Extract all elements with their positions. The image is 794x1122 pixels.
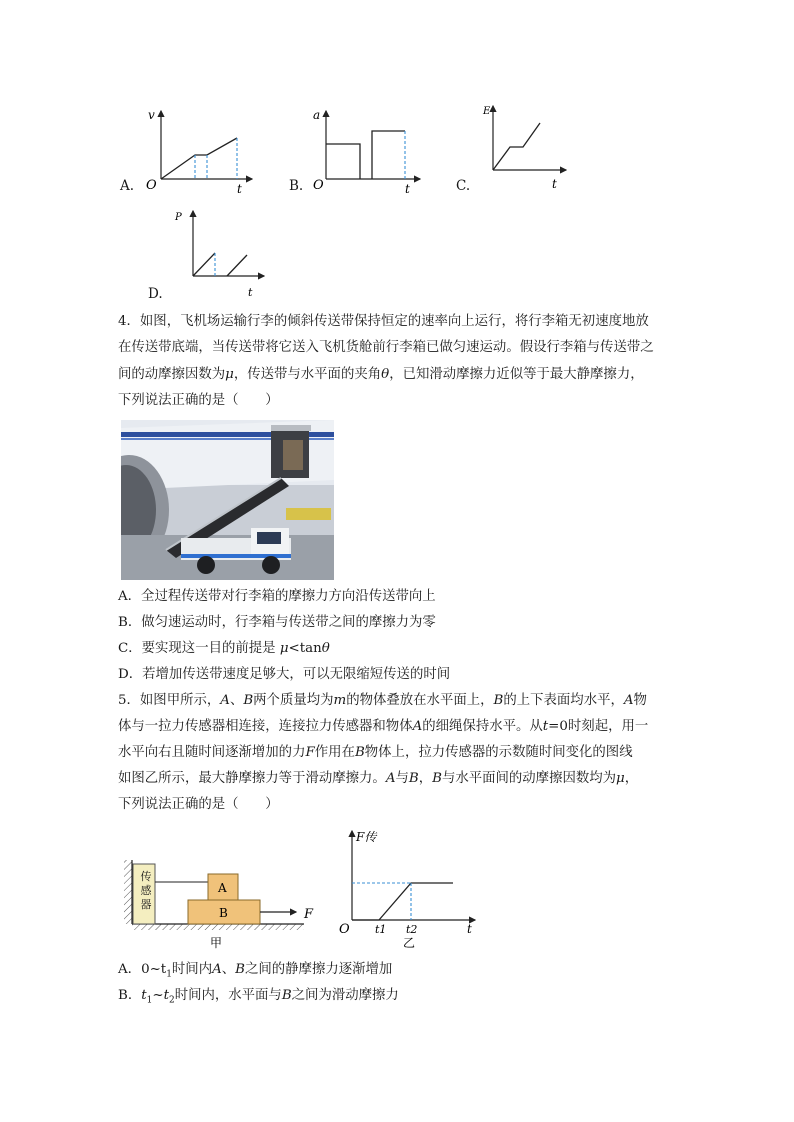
figure-jia-caption: 甲: [210, 936, 223, 950]
graph-a-origin: O: [146, 178, 157, 193]
baggage-conveyor-photo: [121, 420, 334, 580]
q4-line-2: 在传送带底端，当传送带将它送入飞机货舱前行李箱已做匀速运动。假设行李箱与传送带之: [118, 340, 654, 355]
sensor-label: 传感器: [140, 870, 152, 911]
graph-b-xlabel: t: [405, 182, 410, 195]
q5-option-b: B．$t_1\sim t_2$时间内，水平面与B之间为滑动摩擦力: [118, 988, 399, 1006]
graph-d-xlabel: t: [248, 286, 253, 299]
graph-d-ylabel: P: [175, 212, 182, 223]
graph-yi-xlabel: t: [467, 922, 472, 936]
figure-yi-graph: [335, 825, 485, 950]
figure-yi-caption: 乙: [403, 936, 416, 950]
option-b-label: B.: [289, 178, 304, 194]
graph-yi-t1: t1: [375, 923, 387, 936]
graph-yi-origin: O: [339, 922, 350, 937]
graph-d-power-time: [172, 205, 272, 300]
q5-line-1: 5．如图甲所示，A、B两个质量均为m的物体叠放在水平面上，B的上下表面均水平，A物: [118, 693, 647, 708]
q4-line-1: 4．如图，飞机场运输行李的倾斜传送带保持恒定的速率向上运行，将行李箱无初速度地放: [118, 314, 649, 329]
graph-yi-ylabel: F传: [356, 830, 377, 844]
graph-a-velocity-time: [140, 105, 260, 195]
q4-option-a: A．全过程传送带对行李箱的摩擦力方向沿传送带向上: [118, 589, 436, 604]
graph-c-ylabel: E: [483, 106, 491, 117]
graph-c-energy-time: [478, 100, 578, 195]
block-a-label: A: [218, 881, 227, 895]
q5-line-2: 体与一拉力传感器相连接，连接拉力传感器和物体A的细绳保持水平。从t=0时刻起，用一: [118, 719, 649, 734]
q4-option-b: B．做匀速运动时，行李箱与传送带之间的摩擦力为零: [118, 615, 436, 630]
graph-yi-t2: t2: [406, 923, 418, 936]
graph-b-origin: O: [313, 178, 324, 193]
graph-b-acceleration-time: [308, 105, 428, 195]
q5-line-5: 下列说法正确的是（ ）: [118, 797, 279, 812]
option-d-label: D.: [148, 286, 163, 302]
q4-option-c: C．要实现这一目的前提是 μ<tanθ: [118, 641, 330, 656]
block-b-label: B: [219, 906, 228, 920]
q4-option-d: D．若增加传送带速度足够大，可以无限缩短传送的时间: [118, 667, 451, 682]
q5-option-a: A．$0\sim t_1$时间内A、B之间的静摩擦力逐渐增加: [118, 962, 393, 980]
graph-b-ylabel: a: [313, 108, 321, 122]
graph-c-xlabel: t: [552, 177, 557, 191]
graph-a-ylabel: v: [148, 108, 155, 122]
q5-line-3: 水平向右且随时间逐渐增加的力F作用在B物体上，拉力传感器的示数随时间变化的图线: [118, 745, 633, 760]
option-c-label: C.: [456, 178, 471, 194]
option-a-label: A.: [120, 178, 135, 194]
graph-a-xlabel: t: [237, 182, 242, 195]
q4-line-4: 下列说法正确的是（ ）: [118, 393, 279, 408]
q5-line-4: 如图乙所示，最大静摩擦力等于滑动摩擦力。A与B，B与水平面间的动摩擦因数均为μ，: [118, 771, 639, 786]
force-label: F: [304, 907, 314, 922]
q4-line-3: 间的动摩擦因数为μ，传送带与水平面的夹角θ，已知滑动摩擦力近似等于最大静摩擦力，: [118, 367, 644, 382]
